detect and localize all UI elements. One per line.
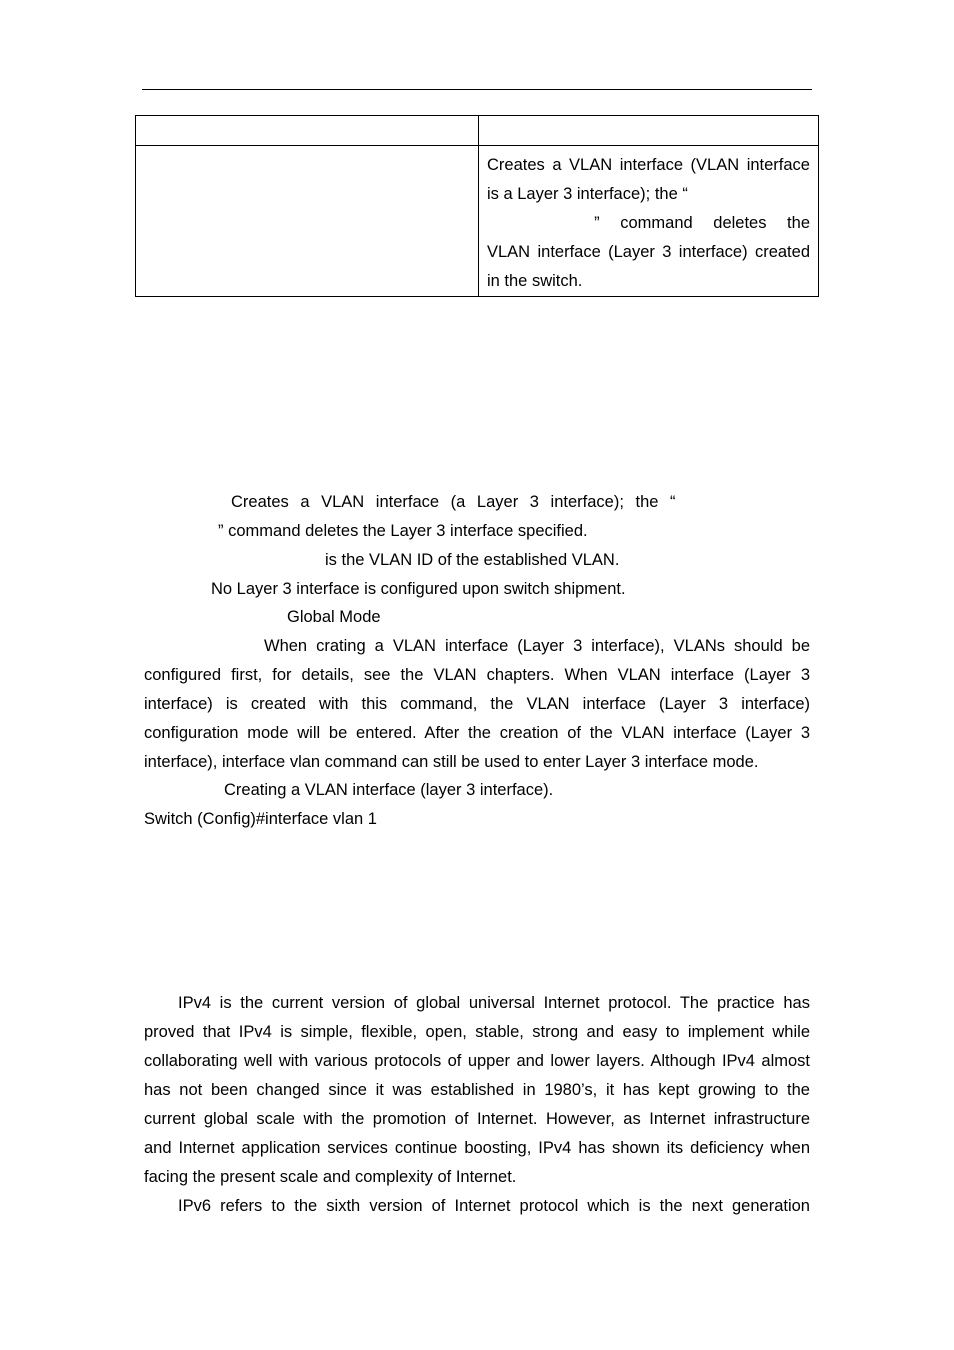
paragraph-line: and Internet application services continue boosting, IPv4 has shown its deficiency when: [144, 1139, 810, 1157]
table-desc-line: in the switch.: [487, 272, 583, 290]
example-description: Creating a VLAN interface (layer 3 interface).: [224, 781, 554, 799]
command-table: [135, 115, 819, 297]
paragraph-line: IPv4 is the current version of global universal Internet protocol. The practice has: [178, 994, 810, 1012]
paragraph-line: proved that IPv4 is simple, flexible, open, stable, strong and easy to implement while: [144, 1023, 810, 1041]
usage-guide-line: interface), interface vlan command can still be used to enter Layer 3 interface mode.: [144, 753, 759, 771]
table-desc-text: ” command deletes the: [594, 214, 810, 232]
paragraph-line: has not been changed since it was established in 1980’s, it has kept growing to the: [144, 1081, 810, 1099]
table-command-cell: [136, 146, 479, 297]
table-header-command-cell: [136, 116, 479, 146]
parameter-text: is the VLAN ID of the established VLAN.: [325, 551, 620, 569]
table-row: [136, 146, 819, 297]
paragraph-line: collaborating well with various protocols of upper and lower layers. Although IPv4 almost: [144, 1052, 810, 1070]
usage-guide-body: [144, 661, 810, 777]
function-text-line1: Creates a VLAN interface (a Layer 3 interface); the “: [231, 493, 676, 511]
paragraph-line: current global scale with the promotion of Internet. However, as Internet infrastructure: [144, 1110, 810, 1128]
table-header-explanation-cell: [479, 116, 819, 146]
usage-guide-line: interface) is created with this command, the VLAN interface (Layer 3 interface): [144, 695, 810, 713]
example-command: Switch (Config)#interface vlan 1: [144, 810, 377, 828]
function-text-line2: ” command deletes the Layer 3 interface specified.: [218, 522, 588, 540]
table-desc-line: Creates a VLAN interface (VLAN interface: [487, 156, 810, 174]
table-header-row: [136, 116, 819, 146]
ipv6-paragraph-line: IPv6 refers to the sixth version of Internet protocol which is the next generation: [178, 1197, 810, 1215]
table-desc-line: [487, 180, 810, 209]
command-mode-text: Global Mode: [287, 608, 381, 626]
paragraph-line: facing the present scale and complexity of Internet.: [144, 1168, 517, 1186]
usage-guide-line: configuration mode will be entered. After the creation of the VLAN interface (Layer 3: [144, 724, 810, 742]
table-desc-line: VLAN interface (Layer 3 interface) created: [487, 243, 810, 261]
header-rule: [142, 89, 812, 90]
usage-guide-line: When crating a VLAN interface (Layer 3 interface), VLANs should be: [264, 637, 810, 655]
table-explanation-cell: [479, 146, 819, 297]
ipv4-paragraph: [144, 989, 810, 1221]
default-text: No Layer 3 interface is configured upon switch shipment.: [211, 580, 626, 598]
usage-guide-line: configured first, for details, see the VLAN chapters. When VLAN interface (Layer 3: [144, 666, 810, 684]
table-desc-text: is a Layer 3 interface); the “: [487, 185, 688, 203]
table-desc-line: [487, 209, 810, 238]
